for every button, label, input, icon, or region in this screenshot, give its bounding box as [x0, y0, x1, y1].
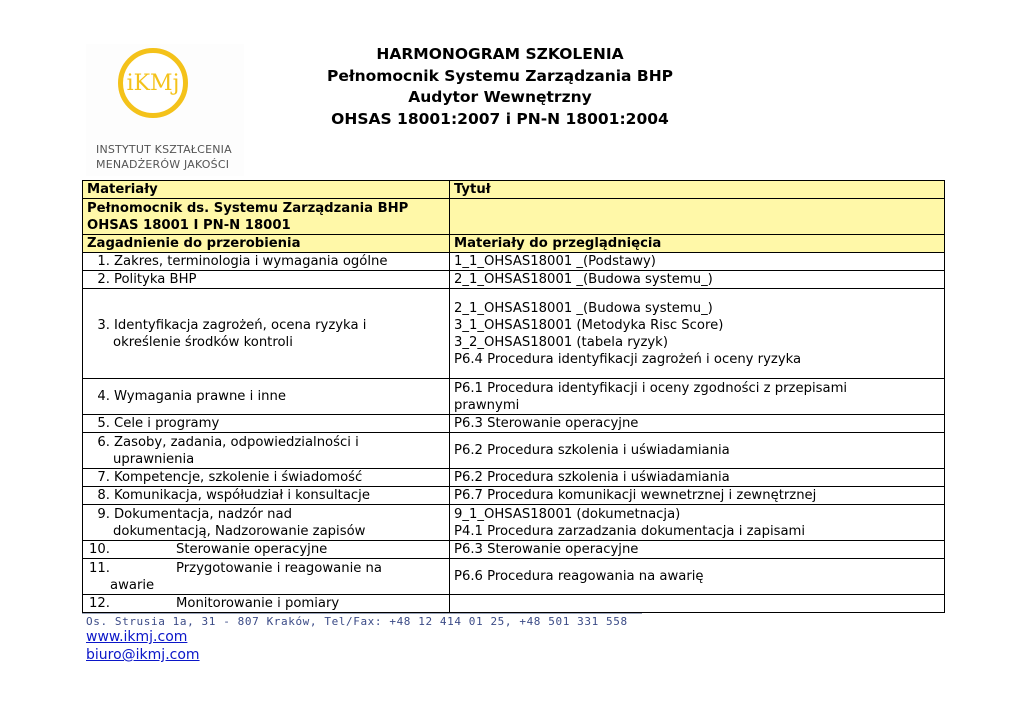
topic-text: Wymagania prawne i inne: [114, 389, 286, 404]
topic-number: 2.: [97, 272, 110, 287]
logo-ring: [118, 48, 188, 118]
topic-line: uprawnienia: [113, 451, 195, 467]
topic-cell: [83, 433, 450, 469]
table-row: [83, 469, 945, 487]
topic-cell: [83, 415, 450, 433]
topic-number: 11.: [89, 560, 110, 576]
material-line: P6.6 Procedura reagowania na awarię: [454, 569, 704, 584]
material-line: P6.2 Procedura szkolenia i uświadamiania: [454, 470, 730, 485]
topic-number: 9.: [97, 506, 110, 522]
table-row: [83, 487, 945, 505]
materials-cell: [450, 541, 945, 559]
logo-text-line1: INSTYTUT KSZTAŁCENIA: [96, 143, 232, 156]
materials-cell: [450, 433, 945, 469]
subheader-topic: Zagadnienie do przerobienia: [83, 235, 450, 253]
materials-cell: [450, 487, 945, 505]
table-row: [83, 271, 945, 289]
topic-line: [87, 253, 445, 270]
topic-cell: [83, 487, 450, 505]
materials-cell: [450, 271, 945, 289]
material-line: P4.1 Procedura zarzadzania dokumentacja i zapisami: [454, 523, 806, 539]
topic-text: Komunikacja, współudział i konsultacje: [114, 488, 370, 503]
header-materials: Materiały: [83, 181, 450, 199]
table-row: [83, 415, 945, 433]
topic-line: awarie: [110, 577, 155, 593]
topic-text: Cele i programy: [114, 416, 220, 431]
material-line: 3_1_OHSAS18001 (Metodyka Risc Score): [454, 317, 724, 333]
materials-cell: [450, 289, 945, 379]
topic-cell: [83, 595, 450, 613]
title-line2: Pełnomocnik Systemu Zarządzania BHP: [326, 66, 674, 85]
material-line: P6.7 Procedura komunikacji wewnetrznej i zewnętrznej: [454, 488, 817, 503]
subheader-materials: Materiały do przeglądnięcia: [450, 235, 945, 253]
topic-number: 3.: [97, 317, 110, 333]
topic-text: Dokumentacja, nadzór nad: [114, 506, 292, 522]
materials-cell: [450, 595, 945, 613]
website-link[interactable]: www.ikmj.com: [86, 629, 188, 645]
topic-line: [87, 506, 445, 523]
section-row: [83, 199, 945, 235]
table-row: [83, 289, 945, 379]
topic-number: 6.: [97, 434, 110, 450]
topic-cell: [83, 505, 450, 541]
section-empty-cell: [450, 199, 945, 235]
topic-line: [87, 388, 445, 405]
topic-line: [87, 595, 445, 612]
table-row: [83, 541, 945, 559]
topic-cell: [83, 379, 450, 415]
table-row: [83, 253, 945, 271]
topic-line: [87, 541, 445, 558]
topic-line: określenie środków kontroli: [113, 334, 293, 350]
topic-line: [87, 560, 445, 577]
topic-number: 7.: [97, 470, 110, 485]
topic-line: [87, 415, 445, 432]
topic-line: [87, 317, 445, 334]
footer-divider: [82, 613, 642, 614]
section-line1: Pełnomocnik ds. Systemu Zarządzania BHP: [87, 200, 409, 216]
topic-text: Identyfikacja zagrożeń, ocena ryzyka i: [114, 317, 367, 333]
table-header-row: [83, 181, 945, 199]
topic-line: [87, 469, 445, 486]
title-line4: OHSAS 18001:2007 i PN-N 18001:2004: [331, 109, 669, 128]
topic-cell: [83, 541, 450, 559]
topic-text: Przygotowanie i reagowanie na: [176, 560, 382, 576]
material-line: P6.3 Sterowanie operacyjne: [454, 542, 639, 557]
title-line3: Audytor Wewnętrzny: [408, 88, 592, 106]
section-line2: OHSAS 18001 I PN-N 18001: [87, 217, 291, 233]
section-title: [83, 199, 450, 235]
material-line: 1_1_OHSAS18001 _(Podstawy): [454, 254, 656, 269]
topic-number: 4.: [97, 389, 110, 404]
table-row: [83, 559, 945, 595]
table-subheader-row: [83, 235, 945, 253]
material-line: P6.4 Procedura identyfikacji zagrożeń i oceny ryzyka: [454, 351, 802, 367]
material-line: P6.1 Procedura identyfikacji i oceny zgodności z przepisami: [454, 380, 848, 396]
topic-text: Polityka BHP: [114, 272, 197, 287]
materials-cell: [450, 469, 945, 487]
material-line: prawnymi: [454, 397, 520, 413]
material-line: P6.3 Sterowanie operacyjne: [454, 416, 639, 431]
table-row: [83, 379, 945, 415]
topic-cell: [83, 253, 450, 271]
topic-text: Kompetencje, szkolenie i świadomość: [114, 470, 363, 485]
materials-cell: [450, 505, 945, 541]
schedule-table: [82, 180, 945, 613]
topic-number: 1.: [97, 254, 110, 269]
topic-line: dokumentacją, Nadzorowanie zapisów: [113, 523, 366, 539]
material-line: 3_2_OHSAS18001 (tabela ryzyk): [454, 334, 668, 350]
topic-line: [87, 487, 445, 504]
material-line: 9_1_OHSAS18001 (dokumetnacja): [454, 506, 681, 522]
topic-line: [87, 434, 445, 451]
material-line: 2_1_OHSAS18001 _(Budowa systemu_): [454, 272, 713, 287]
materials-cell: [450, 253, 945, 271]
topic-cell: [83, 271, 450, 289]
topic-cell: [83, 559, 450, 595]
materials-cell: [450, 379, 945, 415]
table-row: [83, 595, 945, 613]
topic-text: Monitorowanie i pomiary: [176, 596, 340, 611]
topic-number: 10.: [89, 542, 110, 557]
materials-cell: [450, 559, 945, 595]
logo-text-line2: MENADŻERÓW JAKOŚCI: [96, 158, 230, 171]
materials-cell: [450, 415, 945, 433]
topic-text: Zakres, terminologia i wymagania ogólne: [114, 254, 388, 269]
table-row: [83, 505, 945, 541]
email-link[interactable]: biuro@ikmj.com: [86, 647, 200, 663]
topic-cell: [83, 289, 450, 379]
topic-text: Sterowanie operacyjne: [176, 542, 328, 557]
header-title: Tytuł: [450, 181, 945, 199]
footer-address: Os. Strusia 1a, 31 - 807 Kraków, Tel/Fax: +48 12 414 01 25, +48 501 331 558: [86, 615, 628, 628]
topic-text: Zasoby, zadania, odpowiedzialności i: [114, 434, 359, 450]
company-logo: [86, 44, 244, 176]
material-line: P6.2 Procedura szkolenia i uświadamiania: [454, 443, 730, 458]
logo-text: [96, 142, 246, 172]
topic-number: 5.: [97, 416, 110, 431]
material-line: 2_1_OHSAS18001 _(Budowa systemu_): [454, 300, 713, 316]
title-line1: HARMONOGRAM SZKOLENIA: [376, 45, 624, 63]
topic-line: [87, 271, 445, 288]
table-row: [83, 433, 945, 469]
topic-number: 12.: [89, 596, 110, 611]
logo-mark: iKMj: [126, 70, 180, 96]
topic-cell: [83, 469, 450, 487]
topic-number: 8.: [97, 488, 110, 503]
document-title: [300, 44, 700, 130]
